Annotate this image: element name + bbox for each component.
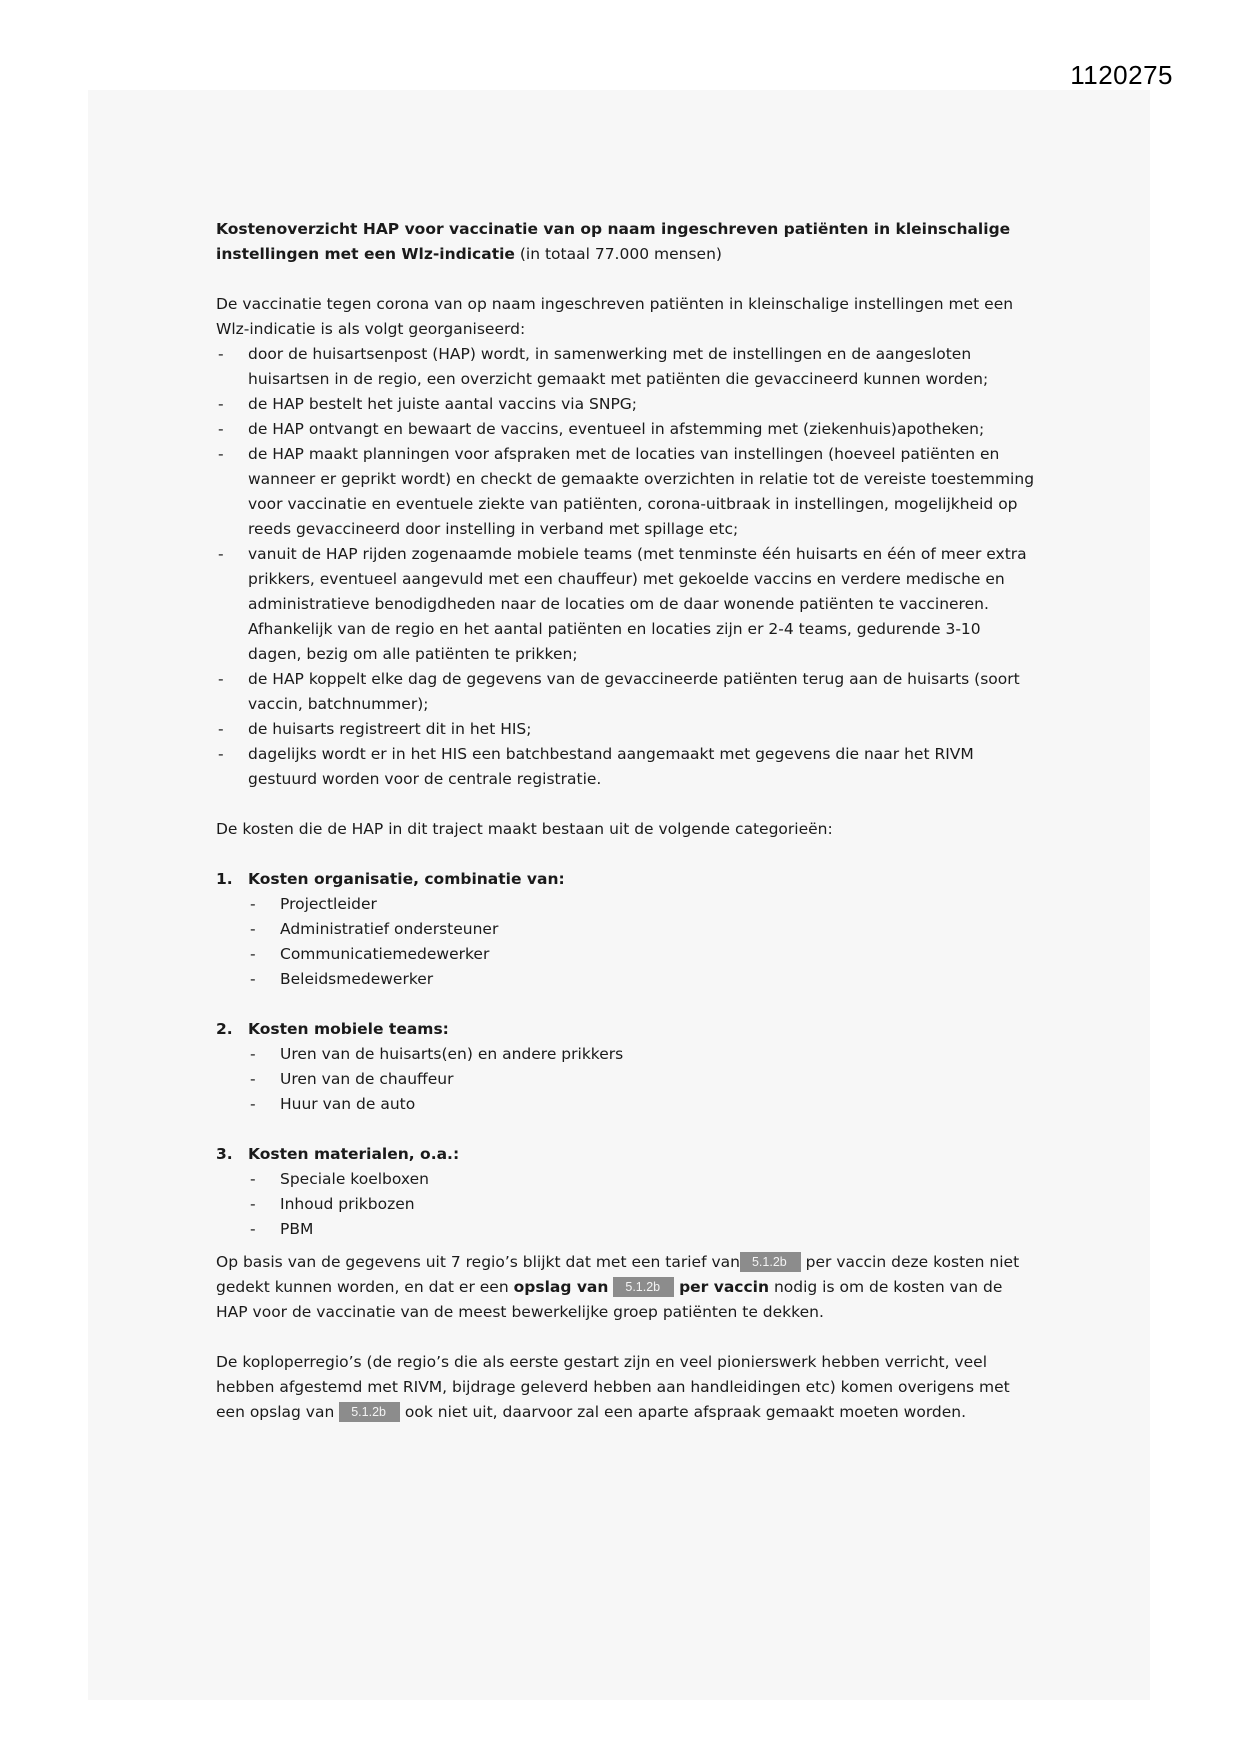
section-heading: Kosten materialen, o.a.:	[248, 1145, 460, 1163]
costs-intro: De kosten die de HAP in dit traject maakt bestaan uit de volgende categorieën:	[216, 820, 833, 838]
section-number: 3.	[216, 1145, 233, 1163]
list-item: - Speciale koelboxen	[248, 1167, 1036, 1192]
title-bold: Kostenoverzicht HAP voor vaccinatie van op naam ingeschreven patiënten in kleinschalige instellingen met een Wlz-indicatie	[216, 220, 1011, 263]
redaction-box: 5.1.2b	[613, 1277, 674, 1297]
cost-section-1	[216, 867, 1036, 992]
list-item: - de huisarts registreert dit in het HIS;	[216, 717, 1036, 742]
list-item: - Beleidsmedewerker	[248, 967, 1036, 992]
title-count: (in totaal 77.000 mensen)	[514, 245, 722, 263]
list-item: - Communicatiemedewerker	[248, 942, 1036, 967]
list-item: - Inhoud prikbozen	[248, 1192, 1036, 1217]
document-body	[216, 217, 1036, 1425]
list-item: - Projectleider	[248, 892, 1036, 917]
list-item: - door de huisartsenpost (HAP) wordt, in samenwerking met de instellingen en de aangesloten huisartsen in de regio, een overzicht gemaakt met patiënten die gevaccineerd kunnen worden;	[216, 342, 1036, 392]
list-item: - Administratief ondersteuner	[248, 917, 1036, 942]
section-heading: Kosten organisatie, combinatie van:	[248, 870, 565, 888]
document-title	[216, 217, 1036, 267]
list-item: - de HAP ontvangt en bewaart de vaccins, eventueel in afstemming met (ziekenhuis)apotheken;	[216, 417, 1036, 442]
list-item: - de HAP maakt planningen voor afspraken met de locaties van instellingen (hoeveel patiënten en wanneer er geprikt wordt) en checkt de gemaakte overzichten in relatie tot de vereiste toestemming voor vaccinatie en eventuele ziekte van patiënten, corona-uitbraak in instellingen, mogelijkheid op reeds gevaccineerd door instelling in verband met spillage etc;	[216, 442, 1036, 542]
list-item: - PBM	[248, 1217, 1036, 1242]
section-heading: Kosten mobiele teams:	[248, 1020, 449, 1038]
section-number: 2.	[216, 1020, 233, 1038]
list-item: - Uren van de chauffeur	[248, 1067, 1036, 1092]
section-number: 1.	[216, 870, 233, 888]
redaction-box: 5.1.2b	[339, 1402, 400, 1422]
list-item: - dagelijks wordt er in het HIS een batchbestand aangemaakt met gegevens die naar het RIVM gestuurd worden voor de centrale registratie.	[216, 742, 1036, 792]
list-item: - Huur van de auto	[248, 1092, 1036, 1117]
conclusion-paragraph: Op basis van de gegevens uit 7 regio’s blijkt dat met een tarief van 5.1.2b per vaccin deze kosten niet gedekt kunnen worden, en dat er een opslag van 5.1.2b per vaccin nodig is om de kosten van de HAP voor de vaccinatie van de meest bewerkelijke groep patiënten te dekken.	[216, 1253, 1020, 1321]
process-list	[216, 342, 1036, 792]
document-number: 1120275	[1070, 60, 1173, 90]
koploper-paragraph: De koploperregio’s (de regio’s die als eerste gestart zijn en veel pionierswerk hebben verricht, veel hebben afgestemd met RIVM, bijdrage geleverd hebben aan handleidingen etc) komen overigens met een opslag van 5.1.2b ook niet uit, daarvoor zal een aparte afspraak gemaakt moeten worden.	[216, 1353, 1010, 1421]
list-item: - de HAP bestelt het juiste aantal vaccins via SNPG;	[216, 392, 1036, 417]
cost-section-3	[216, 1142, 1036, 1242]
list-item: - Uren van de huisarts(en) en andere prikkers	[248, 1042, 1036, 1067]
cost-section-2	[216, 1017, 1036, 1117]
redaction-box: 5.1.2b	[740, 1252, 801, 1272]
list-item: - de HAP koppelt elke dag de gegevens van de gevaccineerde patiënten terug aan de huisarts (soort vaccin, batchnummer);	[216, 667, 1036, 717]
intro-paragraph: De vaccinatie tegen corona van op naam ingeschreven patiënten in kleinschalige instellingen met een Wlz-indicatie is als volgt georganiseerd:	[216, 295, 1014, 338]
list-item: - vanuit de HAP rijden zogenaamde mobiele teams (met tenminste één huisarts en één of meer extra prikkers, eventueel aangevuld met een chauffeur) met gekoelde vaccins en verdere medische en administratieve benodigdheden naar de locaties om de daar wonende patiënten te vaccineren. Afhankelijk van de regio en het aantal patiënten en locaties zijn er 2-4 teams, gedurende 3-10 dagen, bezig om alle patiënten te prikken;	[216, 542, 1036, 667]
